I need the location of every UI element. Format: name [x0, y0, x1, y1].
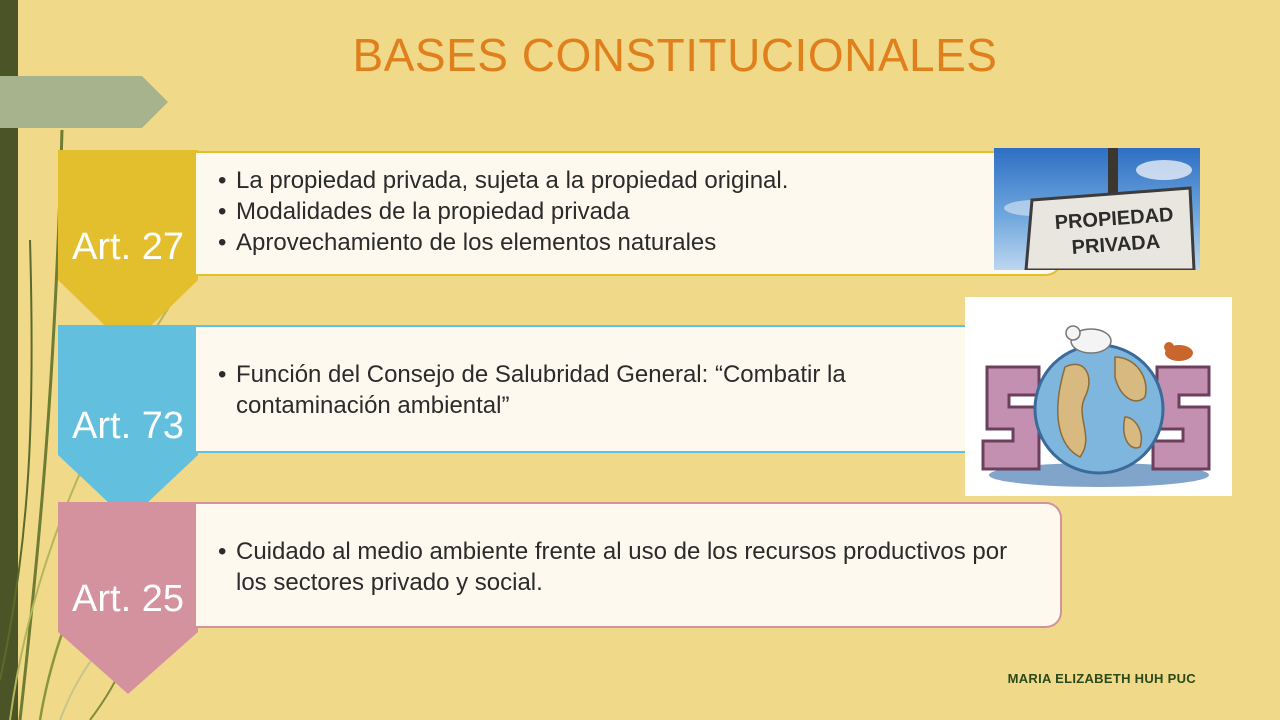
author-credit: MARIA ELIZABETH HUH PUC — [1007, 671, 1196, 686]
bullet-card-art-73 — [196, 325, 1062, 453]
art-label: Art. 27 — [72, 226, 184, 268]
bullet-item: • Función del Consejo de Salubridad General: “Combatir la contaminación ambiental” — [212, 359, 910, 421]
art-label: Art. 73 — [72, 405, 184, 447]
bullet-item: • Modalidades de la propiedad privada — [212, 196, 1060, 227]
bullet-item: • Cuidado al medio ambiente frente al uso de los recursos productivos por los sectores privado y social. — [212, 536, 1040, 598]
chevron-art-73 — [58, 325, 198, 523]
bullet-card-art-27 — [196, 151, 1062, 276]
slide-title: BASES CONSTITUCIONALES — [352, 29, 998, 81]
sign-text: PROPIEDAD PRIVADA — [1054, 203, 1175, 260]
chevron-art-27 — [58, 150, 198, 350]
chevron-art-25 — [58, 502, 198, 696]
bullet-card-art-25 — [196, 502, 1062, 628]
propiedad-privada-photo — [994, 148, 1200, 270]
art-label: Art. 25 — [72, 578, 184, 620]
bullet-item: • La propiedad privada, sujeta a la propiedad original. — [212, 165, 1060, 196]
sos-cartoon-image — [965, 297, 1232, 496]
bullet-item: • Aprovechamiento de los elementos naturales — [212, 227, 1060, 258]
